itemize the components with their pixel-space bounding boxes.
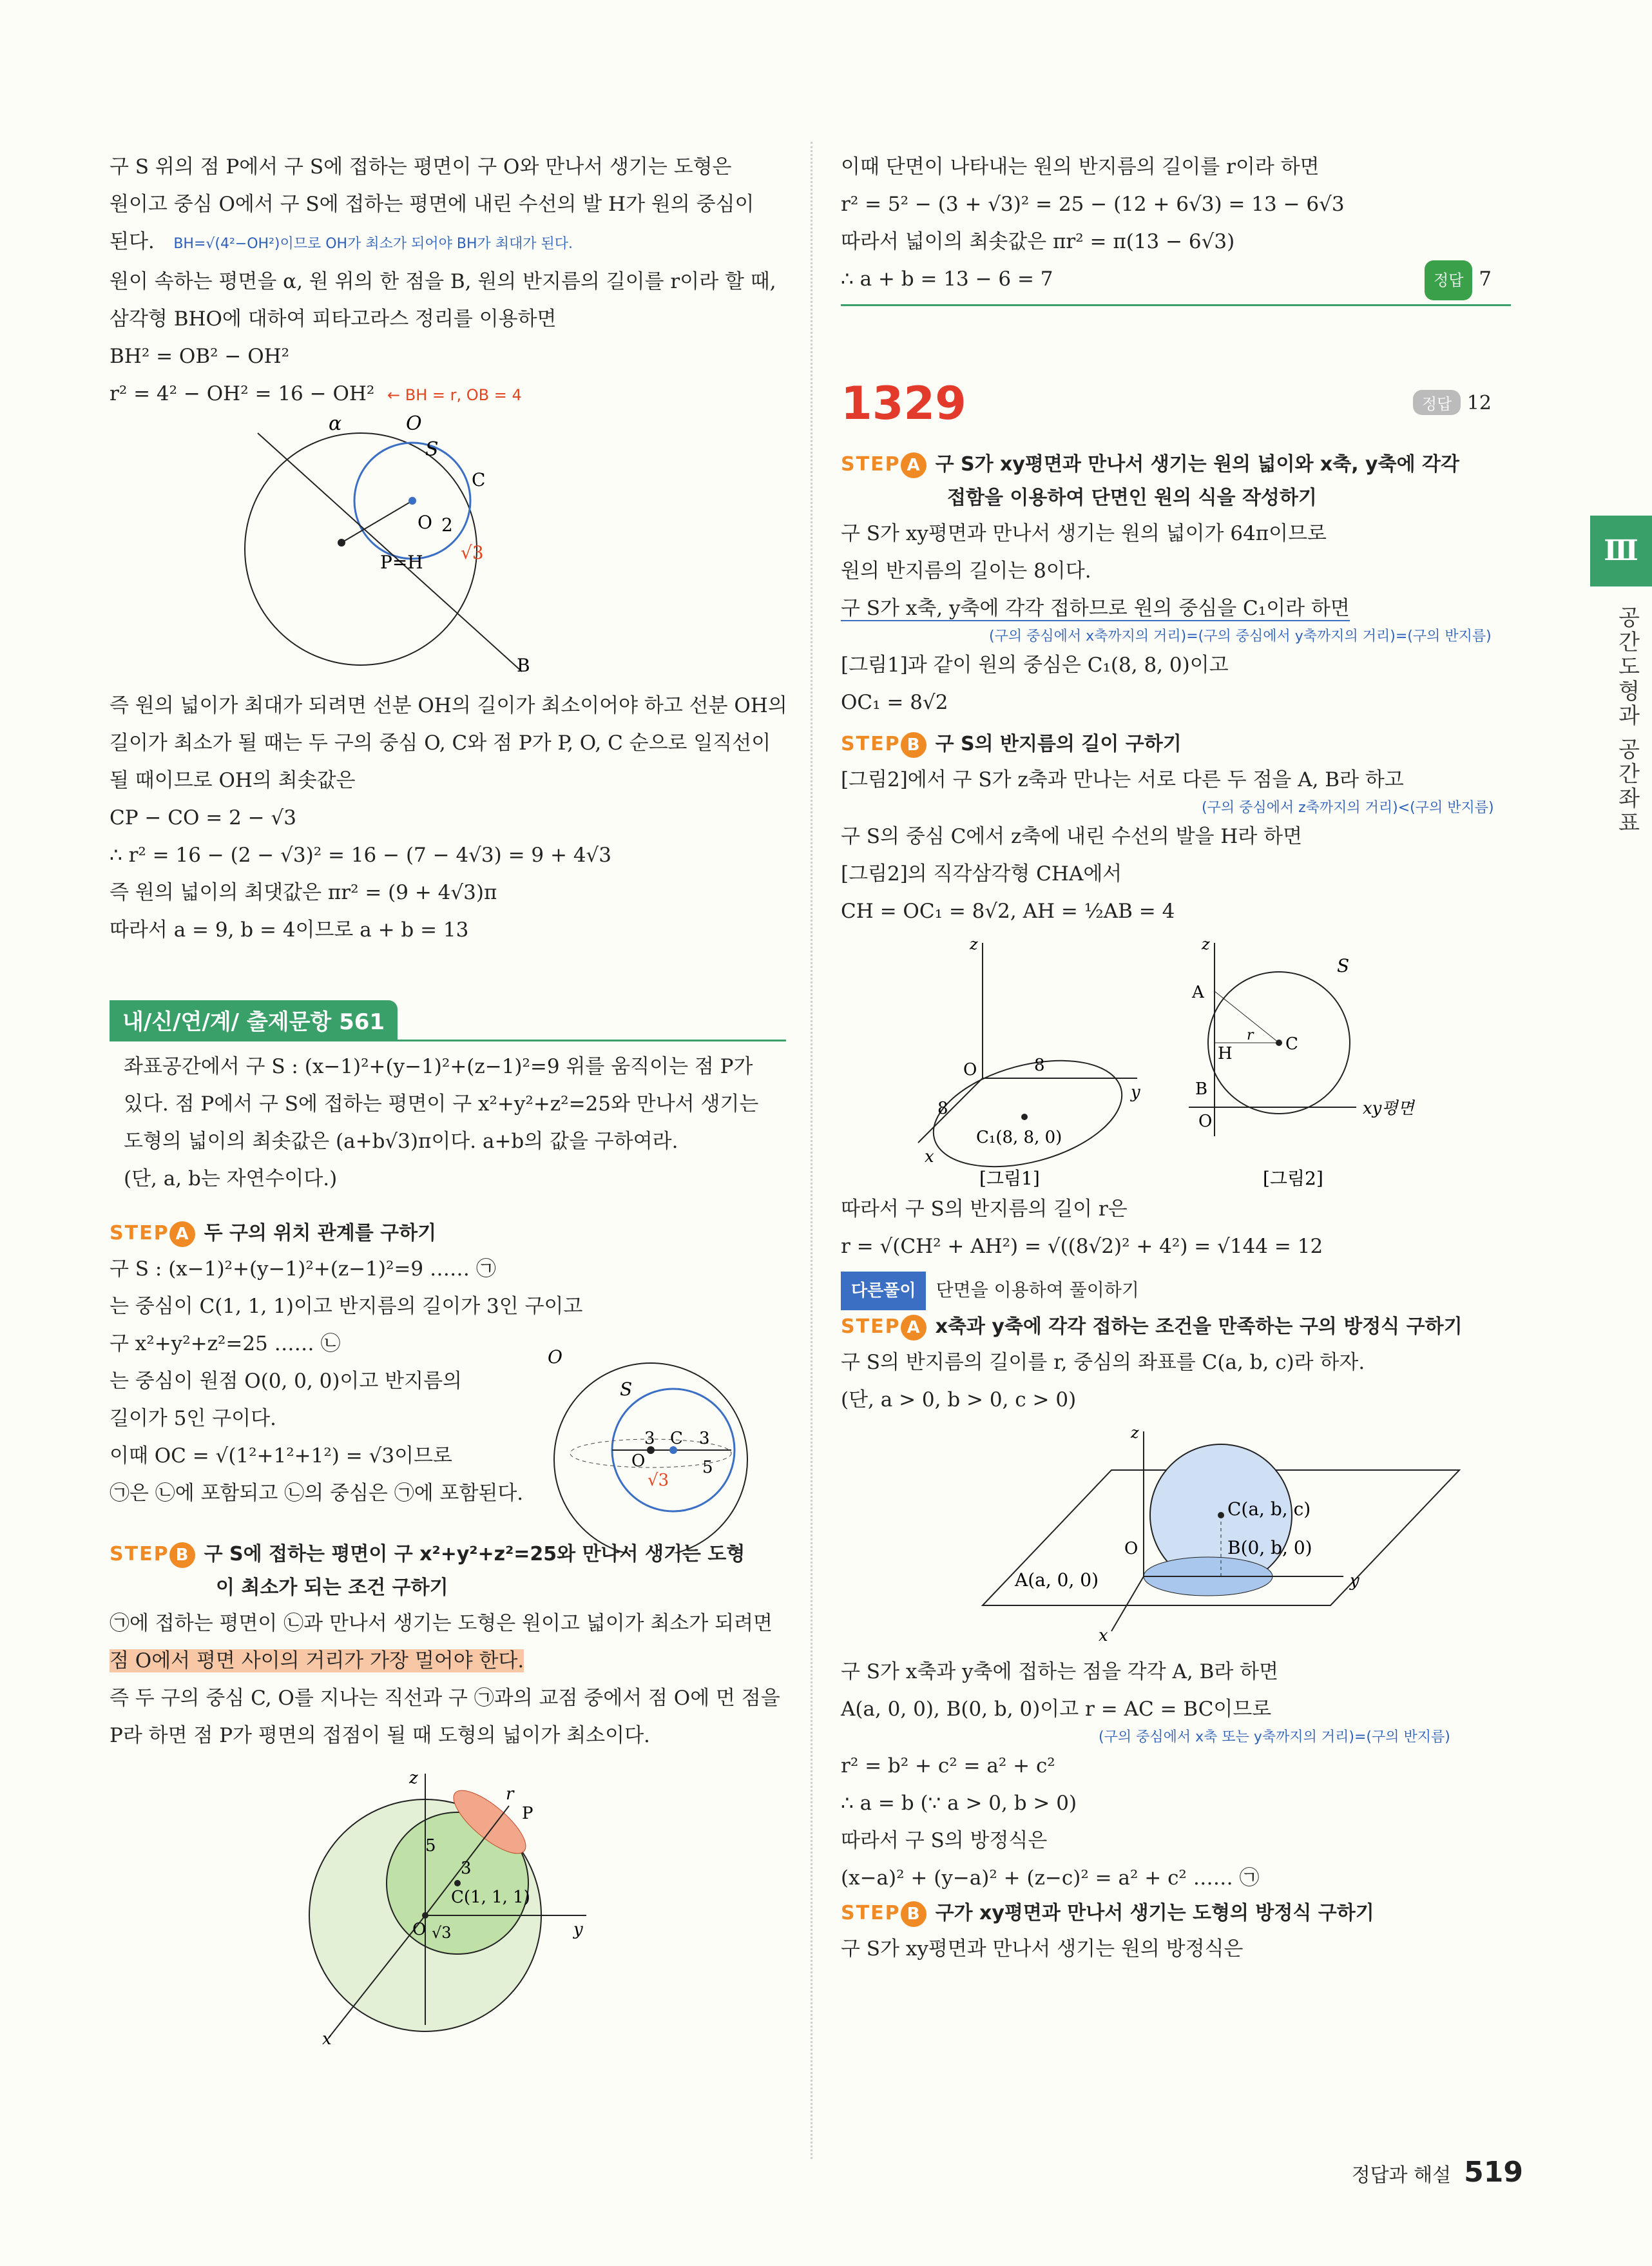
answer-box: 정답 12 (1413, 390, 1492, 415)
fig-label: 3 (699, 1429, 710, 1448)
figure-3d-spheres (110, 1754, 786, 2051)
problem-line: 있다. 점 P에서 구 S에 접하는 평면이 구 x²+y²+z²=25와 만나서 생기는 (124, 1092, 759, 1116)
fig-label: O (412, 1920, 427, 1939)
fig-label: B (1195, 1080, 1208, 1099)
step-heading-cont: 접함을 이용하여 단면인 원의 식을 작성하기 (947, 487, 1317, 509)
fig-label: A (1192, 983, 1204, 1002)
annotation-note: (구의 중심에서 z축까지의 거리)<(구의 반지름) (1202, 800, 1494, 816)
page-number: 519 (1464, 2156, 1523, 2189)
text-line: 원이고 중심 O에서 구 S에 접하는 평면에 내린 수선의 발 H가 원의 중심이 (110, 193, 754, 216)
alt-solution-header: 다른풀이 단면을 이용하여 풀이하기 (841, 1272, 1511, 1310)
step-heading: STEP B 구가 xy평면과 만나서 생기는 도형의 방정식 구하기 (841, 1897, 1511, 1930)
equation-line: CH = OC₁ = 8√2, AH = ½AB = 4 (841, 900, 1175, 923)
text-line: ㉠에 접하는 평면이 ㉡과 만나서 생기는 도형은 원이고 넓이가 최소가 되려면 (110, 1612, 773, 1635)
text-line: ㉠은 ㉡에 포함되고 ㉡의 중심은 ㉠에 포함된다. (110, 1482, 524, 1505)
text-line: 구 S가 xy평면과 만나서 생기는 원의 방정식은 (841, 1937, 1244, 1961)
text-line: 따라서 구 S의 방정식은 (841, 1829, 1048, 1852)
text-line: 구 S가 x축과 y축에 접하는 점을 각각 A, B라 하면 (841, 1660, 1279, 1683)
fig-label: y (573, 1920, 583, 1939)
text-line: 는 중심이 C(1, 1, 1)이고 반지름의 길이가 3인 구이고 (110, 1295, 583, 1318)
text-line: 구 x²+y²+z²=25 …… ㉡ (110, 1332, 341, 1355)
fig-label: 5 (425, 1836, 436, 1855)
text-line: 는 중심이 원점 O(0, 0, 0)이고 반지름의 (110, 1370, 462, 1393)
step-heading: STEP A 구 S가 xy평면과 만나서 생기는 원의 넓이와 x축, y축에 각각 (841, 448, 1511, 481)
text-line: 길이가 5인 구이다. (110, 1407, 276, 1430)
fig-label: S (1337, 955, 1350, 976)
fig-label: P=H (380, 552, 423, 573)
text-line: 구 S의 중심 C에서 z축에 내린 수선의 발을 H라 하면 (841, 825, 1303, 848)
fig-caption: [그림2] (1263, 1168, 1323, 1188)
problem-number: 1329 (841, 377, 966, 430)
figure-cross-section (110, 414, 786, 684)
text-line: 따라서 구 S의 반지름의 길이 r은 (841, 1197, 1128, 1221)
fig-label: xy평면 (1363, 1099, 1414, 1118)
equation-line: r² = b² + c² = a² + c² (841, 1754, 1055, 1777)
text-line: 즉 원의 넓이가 최대가 되려면 선분 OH의 길이가 최소이어야 하고 선분 OH의 (110, 694, 787, 717)
text-line: 즉 두 구의 중심 C, O를 지나는 직선과 구 ㉠과의 교점 중에서 점 O에 먼 점을 (110, 1687, 780, 1710)
text-line: 원의 반지름의 길이는 8이다. (841, 559, 1091, 583)
fig-label: 3 (461, 1859, 472, 1878)
fig-caption: [그림1] (979, 1168, 1040, 1188)
fig-label: √3 (648, 1471, 669, 1490)
equation-line: CP − CO = 2 − √3 (110, 806, 296, 829)
text-line: [그림2]의 직각삼각형 CHA에서 (841, 862, 1122, 886)
figure-1-and-2 (841, 930, 1511, 1188)
step-heading: STEP A x축과 y축에 각각 접하는 조건을 만족하는 구의 방정식 구하기 (841, 1310, 1511, 1344)
fig-label: √3 (432, 1924, 452, 1942)
fig-label: C(1, 1, 1) (451, 1888, 530, 1907)
related-problem-title: 내/신/연/계/ 출제문항 561 (110, 1000, 398, 1040)
fig-label: z (1202, 935, 1210, 953)
text-line: [그림2]에서 구 S가 z축과 만나는 서로 다른 두 점을 A, B라 하고 (841, 768, 1404, 791)
problem-line: 좌표공간에서 구 S : (x−1)²+(y−1)²+(z−1)²=9 위를 움직이는 점 P가 (124, 1055, 753, 1078)
chapter-title: 공간도형과 공간좌표 (1614, 606, 1640, 836)
fig-label: A(a, 0, 0) (1015, 1569, 1099, 1591)
fig-label: r (1247, 1027, 1254, 1043)
fig-label: O (963, 1060, 977, 1080)
text-line: 구 S가 xy평면과 만나서 생기는 원의 넓이가 64π이므로 (841, 522, 1327, 545)
page-footer (1352, 2156, 1523, 2189)
text-line: 이때 OC = √(1²+1²+1²) = √3이므로 (110, 1444, 452, 1467)
fig-label: α (329, 414, 342, 435)
left-column (110, 148, 786, 2053)
text-line: 길이가 최소가 될 때는 두 구의 중심 O, C와 점 P가 P, O, C 순으로 일직선이 (110, 731, 771, 755)
problem-line: 도형의 넓이의 최솟값은 (a+b√3)π이다. a+b의 값을 구하여라. (124, 1130, 678, 1153)
fig-label: C (1285, 1034, 1298, 1054)
fig-label: 8 (937, 1099, 948, 1118)
fig-label: O (1198, 1112, 1213, 1131)
fig-label: O (406, 414, 422, 435)
fig-label: y (1131, 1083, 1140, 1102)
text-line: 삼각형 BHO에 대하여 피타고라스 정리를 이용하면 (110, 307, 557, 331)
equation-line: r = √(CH² + AH²) = √((8√2)² + 4²) = √144 = 12 (841, 1235, 1323, 1258)
equation-line: r² = 4² − OH² = 16 − OH² ← BH = r, OB = 4 (110, 382, 522, 405)
chapter-tab: Ⅲ (1590, 516, 1652, 586)
problem-line: (단, a, b는 자연수이다.) (124, 1167, 338, 1190)
fig-label: C(a, b, c) (1227, 1498, 1311, 1520)
fig-label: z (970, 935, 978, 953)
fig-label: O (1124, 1539, 1138, 1558)
text-line: 구 S 위의 점 P에서 구 S에 접하는 평면이 구 O와 만나서 생기는 도형은 (110, 155, 732, 179)
fig-label: y (1350, 1571, 1359, 1591)
text-line: 구 S의 반지름의 길이를 r, 중심의 좌표를 C(a, b, c)라 하자. (841, 1351, 1365, 1374)
fig-label: z (409, 1768, 418, 1788)
annotation-note: ← BH = r, OB = 4 (387, 386, 522, 404)
fig-label: B (517, 655, 530, 676)
fig-label: 8 (1034, 1056, 1045, 1075)
text-line: 구 S : (x−1)²+(y−1)²+(z−1)²=9 …… ㉠ (110, 1257, 496, 1281)
annotation-note: (구의 중심에서 x축까지의 거리)=(구의 중심에서 y축까지의 거리)=(구의 반지름) (989, 628, 1492, 644)
step-heading-cont: 이 최소가 되는 조건 구하기 (216, 1576, 448, 1599)
text-line: 이때 단면이 나타내는 원의 반지름의 길이를 r이라 하면 (841, 155, 1320, 179)
fig-label: B(0, b, 0) (1227, 1537, 1312, 1558)
figure-two-spheres (535, 1347, 767, 1553)
step-heading: STEP A 두 구의 위치 관계를 구하기 (110, 1217, 786, 1250)
step-heading: STEP B 구 S에 접하는 평면이 구 x²+y²+z²=25와 만나서 생기는 도형 (110, 1538, 786, 1571)
fig-label: C (670, 1429, 683, 1448)
text-line: 된다. BH=√(4²−OH²)이므로 OH가 최소가 되어야 BH가 최대가 된다. (110, 230, 573, 253)
fig-label: S (620, 1379, 633, 1400)
text-line: 점 O에서 평면 사이의 거리가 가장 멀어야 한다. (110, 1649, 524, 1672)
equation-line: ∴ a = b (∵ a > 0, b > 0) (841, 1792, 1077, 1815)
step-heading: STEP B 구 S의 반지름의 길이 구하기 (841, 728, 1511, 761)
equation-line: (x−a)² + (y−a)² + (z−c)² = a² + c² …… ㉠ (841, 1866, 1260, 1890)
equation-line: ∴ a + b = 13 − 6 = 7 정답 7 (841, 260, 1511, 298)
fig-label: O (418, 512, 432, 533)
fig-label: 3 (644, 1429, 655, 1448)
text-line: 구 S가 x축, y축에 각각 접하므로 원의 중심을 C₁이라 하면 (841, 597, 1350, 620)
fig-label: x (925, 1147, 934, 1167)
right-column (841, 148, 1511, 1968)
figure-sphere-on-plane (841, 1419, 1511, 1651)
text-line: (단, a > 0, b > 0, c > 0) (841, 1388, 1077, 1411)
equation-line: ∴ r² = 16 − (2 − √3)² = 16 − (7 − 4√3) = 9 + 4√3 (110, 844, 612, 867)
answer-box: 정답 7 (1425, 260, 1492, 300)
equation-line: BH² = OB² − OH² (110, 345, 290, 368)
text-line: 될 때이므로 OH의 최솟값은 (110, 769, 356, 792)
text-line: 원이 속하는 평면을 α, 원 위의 한 점을 B, 원의 반지름의 길이를 r이라 할 때, (110, 270, 776, 293)
annotation-note: BH=√(4²−OH²)이므로 OH가 최소가 되어야 BH가 최대가 된다. (173, 236, 573, 252)
fig-label: O (631, 1451, 646, 1471)
fig-label: 5 (702, 1458, 713, 1477)
text-line: A(a, 0, 0), B(0, b, 0)이고 r = AC = BC이므로 (841, 1698, 1272, 1721)
fig-label: √3 (461, 542, 484, 563)
text-line: [그림1]과 같이 원의 중심은 C₁(8, 8, 0)이고 (841, 654, 1229, 677)
fig-label: P (522, 1804, 533, 1823)
text-line: 따라서 넓이의 최솟값은 πr² = π(13 − 6√3) (841, 230, 1235, 253)
fig-label: O (548, 1347, 562, 1368)
text-line: 즉 원의 넓이의 최댓값은 πr² = (9 + 4√3)π (110, 881, 497, 904)
column-divider (811, 142, 812, 2159)
fig-label: S (425, 438, 439, 461)
fig-label: r (506, 1785, 514, 1804)
fig-label: x (322, 2029, 332, 2049)
fig-label: 2 (441, 514, 453, 536)
equation-line: r² = 5² − (3 + √3)² = 25 − (12 + 6√3) = 13 − 6√3 (841, 193, 1345, 216)
fig-label: H (1218, 1044, 1233, 1063)
annotation-note: (구의 중심에서 x축 또는 y축까지의 거리)=(구의 반지름) (1099, 1729, 1450, 1745)
fig-label: z (1131, 1424, 1139, 1442)
text-line: P라 하면 점 P가 평면의 접점이 될 때 도형의 넓이가 최소이다. (110, 1724, 650, 1747)
text-line: 따라서 a = 9, b = 4이므로 a + b = 13 (110, 918, 469, 942)
footer-label: 정답과 해설 (1351, 2164, 1452, 2187)
fig-label: C (472, 469, 486, 490)
fig-label: C₁(8, 8, 0) (976, 1128, 1062, 1147)
fig-label: x (1099, 1626, 1108, 1645)
equation-line: OC₁ = 8√2 (841, 691, 948, 714)
